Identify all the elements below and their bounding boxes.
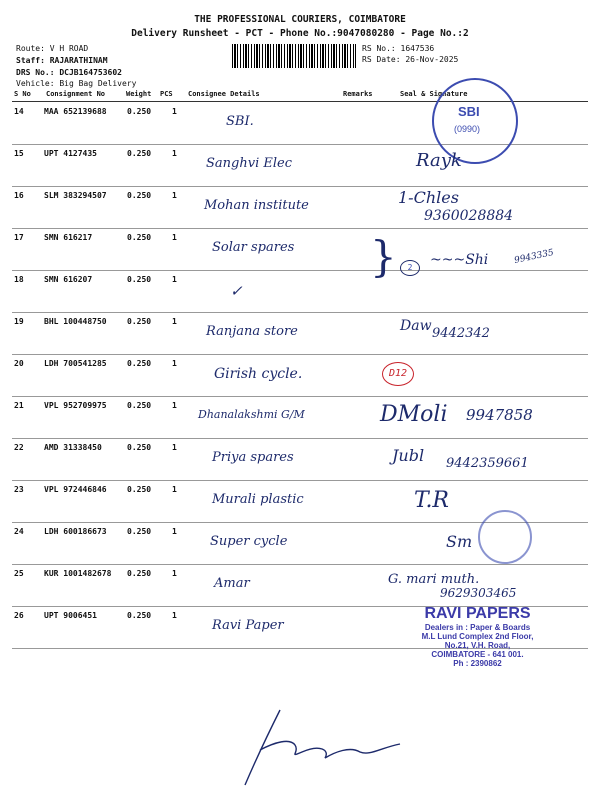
row-pcs: 1 — [172, 107, 177, 116]
row-pcs: 1 — [172, 317, 177, 326]
ravi-stamp-line4: COIMBATORE - 641 001. — [431, 650, 524, 659]
row-consignee: Murali plastic — [212, 492, 304, 507]
row-sno: 26 — [14, 611, 24, 620]
row-sno: 25 — [14, 569, 24, 578]
remark-phone-row16: 9360028884 — [424, 208, 514, 224]
row-weight: 0.250 — [127, 149, 152, 158]
row-consignee: Solar spares — [212, 240, 295, 255]
row-weight: 0.250 — [127, 527, 152, 536]
ravi-stamp-line3: No.21, V.H. Road, — [444, 641, 511, 650]
bottom-signature — [240, 700, 410, 790]
row-consignee: Ranjana store — [206, 324, 298, 339]
remark-phone-row19: 9442342 — [432, 326, 490, 341]
signature-row25: G. mari muth. — [388, 572, 480, 587]
row-consignment: AMD 31338450 — [44, 443, 102, 452]
row-pcs: 1 — [172, 485, 177, 494]
row-rule — [12, 186, 588, 187]
row-consignee: Amar — [214, 576, 250, 591]
remark-phone-row22: 9442359661 — [446, 456, 529, 471]
col-pcs: PCS — [160, 90, 173, 98]
row-rule — [12, 396, 588, 397]
row-consignment: UPT 4127435 — [44, 149, 97, 158]
company-title: THE PROFESSIONAL COURIERS, COIMBATORE — [194, 14, 406, 25]
col-consignee: Consignee Details — [188, 90, 260, 98]
staff-label: Staff: RAJARATHINAM — [16, 56, 108, 65]
ravi-papers-stamp — [390, 605, 565, 668]
row-sno: 18 — [14, 275, 24, 284]
row-consignment: VPL 952709975 — [44, 401, 107, 410]
row-consignee: Sanghvi Elec — [206, 156, 292, 171]
row-weight: 0.250 — [127, 401, 152, 410]
row-consignment: UPT 9006451 — [44, 611, 97, 620]
row-consignee: Girish cycle. — [214, 366, 303, 382]
row-rule — [12, 312, 588, 313]
row-consignee: SBI. — [226, 114, 254, 129]
row-sno: 19 — [14, 317, 24, 326]
signature-row19: Daw — [400, 318, 432, 334]
row-consignee: Ravi Paper — [212, 618, 284, 633]
row-weight: 0.250 — [127, 191, 152, 200]
col-remarks: Remarks — [343, 90, 373, 98]
row-weight: 0.250 — [127, 611, 152, 620]
sbi-stamp-2 — [478, 510, 532, 564]
col-weight: Weight — [126, 90, 152, 98]
row-pcs: 1 — [172, 401, 177, 410]
rs-no: RS No.: 1647536 — [362, 44, 435, 53]
row-consignee: Mohan institute — [204, 198, 309, 213]
row-pcs: 1 — [172, 233, 177, 242]
row-consignment: SLM 383294507 — [44, 191, 107, 200]
barcode — [232, 44, 356, 68]
row-weight: 0.250 — [127, 443, 152, 452]
row-consignment: SMN 616207 — [44, 275, 93, 284]
row-weight: 0.250 — [127, 317, 152, 326]
row-consignment: LDH 600186673 — [44, 527, 107, 536]
row-consignee: Dhanalakshmi G/M — [198, 408, 305, 421]
row-sno: 23 — [14, 485, 24, 494]
row-rule — [12, 270, 588, 271]
ravi-stamp-name: RAVI PAPERS — [424, 605, 531, 622]
remark-d12-row20: D12 — [382, 362, 414, 386]
row-pcs: 1 — [172, 275, 177, 284]
signature-row24: Sm — [446, 532, 473, 551]
row-sno: 16 — [14, 191, 24, 200]
row-consignment: SMN 616217 — [44, 233, 93, 242]
runsheet-title: Delivery Runsheet - PCT - Phone No.:9047080280 - Page No.:2 — [131, 28, 469, 39]
ravi-stamp-line2: M.L Lund Complex 2nd Floor, — [421, 632, 534, 641]
row-rule — [12, 354, 588, 355]
row-weight: 0.250 — [127, 275, 152, 284]
row-consignment: LDH 700541285 — [44, 359, 107, 368]
row-rule — [12, 438, 588, 439]
row-sno: 24 — [14, 527, 24, 536]
row-sno: 14 — [14, 107, 24, 116]
row-sno: 20 — [14, 359, 24, 368]
rs-date: RS Date: 26-Nov-2025 — [362, 55, 459, 64]
remark-phone-row21: 9947858 — [466, 406, 533, 424]
row-rule — [12, 564, 588, 565]
col-sno: S No — [14, 90, 31, 98]
drs-label: DRS No.: DCJB164753602 — [16, 68, 122, 77]
row-weight: 0.250 — [127, 233, 152, 242]
row-weight: 0.250 — [127, 569, 152, 578]
row-rule — [12, 480, 588, 481]
signature-row17: ~~~Shi — [430, 252, 489, 268]
row-pcs: 1 — [172, 527, 177, 536]
brace-row17-18: } — [370, 232, 397, 281]
row-consignment: KUR 1001482678 — [44, 569, 112, 578]
row-pcs: 1 — [172, 191, 177, 200]
row-consignment: BHL 100448750 — [44, 317, 107, 326]
row-pcs: 1 — [172, 149, 177, 158]
signature-row23: T.R — [414, 488, 449, 513]
row-weight: 0.250 — [127, 107, 152, 116]
row-weight: 0.250 — [127, 359, 152, 368]
sbi-stamp-code: (0990) — [454, 124, 481, 134]
row-pcs: 1 — [172, 611, 177, 620]
row-pcs: 1 — [172, 359, 177, 368]
signature-row16: 1-Chles — [398, 188, 459, 207]
row-sno: 15 — [14, 149, 24, 158]
vehicle-label: Vehicle: Big Bag Delivery — [16, 79, 137, 88]
row-weight: 0.250 — [127, 485, 152, 494]
ravi-stamp-line1: Dealers in : Paper & Boards — [424, 623, 531, 632]
row-consignee: Super cycle — [210, 534, 288, 549]
row-pcs: 1 — [172, 569, 177, 578]
remark-circle-row17: 2 — [400, 260, 420, 276]
row-sno: 17 — [14, 233, 24, 242]
row-consignment: MAA 652139688 — [44, 107, 107, 116]
remark-phone-row25: 9629303465 — [440, 586, 517, 600]
signature-row15: Rayk — [416, 150, 462, 171]
row-rule — [12, 228, 588, 229]
route-label: Route: V H ROAD — [16, 44, 89, 53]
row-sno: 21 — [14, 401, 24, 410]
ravi-stamp-line5: Ph : 2390862 — [453, 659, 502, 668]
row-consignment: VPL 972446846 — [44, 485, 107, 494]
row-consignee: Priya spares — [212, 450, 294, 465]
remark-phone-row17: 9943335 — [513, 247, 555, 267]
row-sno: 22 — [14, 443, 24, 452]
signature-row21: DMoli — [380, 402, 448, 427]
row-pcs: 1 — [172, 443, 177, 452]
col-seal: Seal & Signature — [400, 90, 468, 98]
row-consignee: ✓ — [230, 282, 243, 300]
signature-row22: Jubl — [392, 446, 425, 465]
col-consignment: Consignment No — [46, 90, 106, 98]
sbi-stamp-label: SBI — [458, 104, 480, 119]
